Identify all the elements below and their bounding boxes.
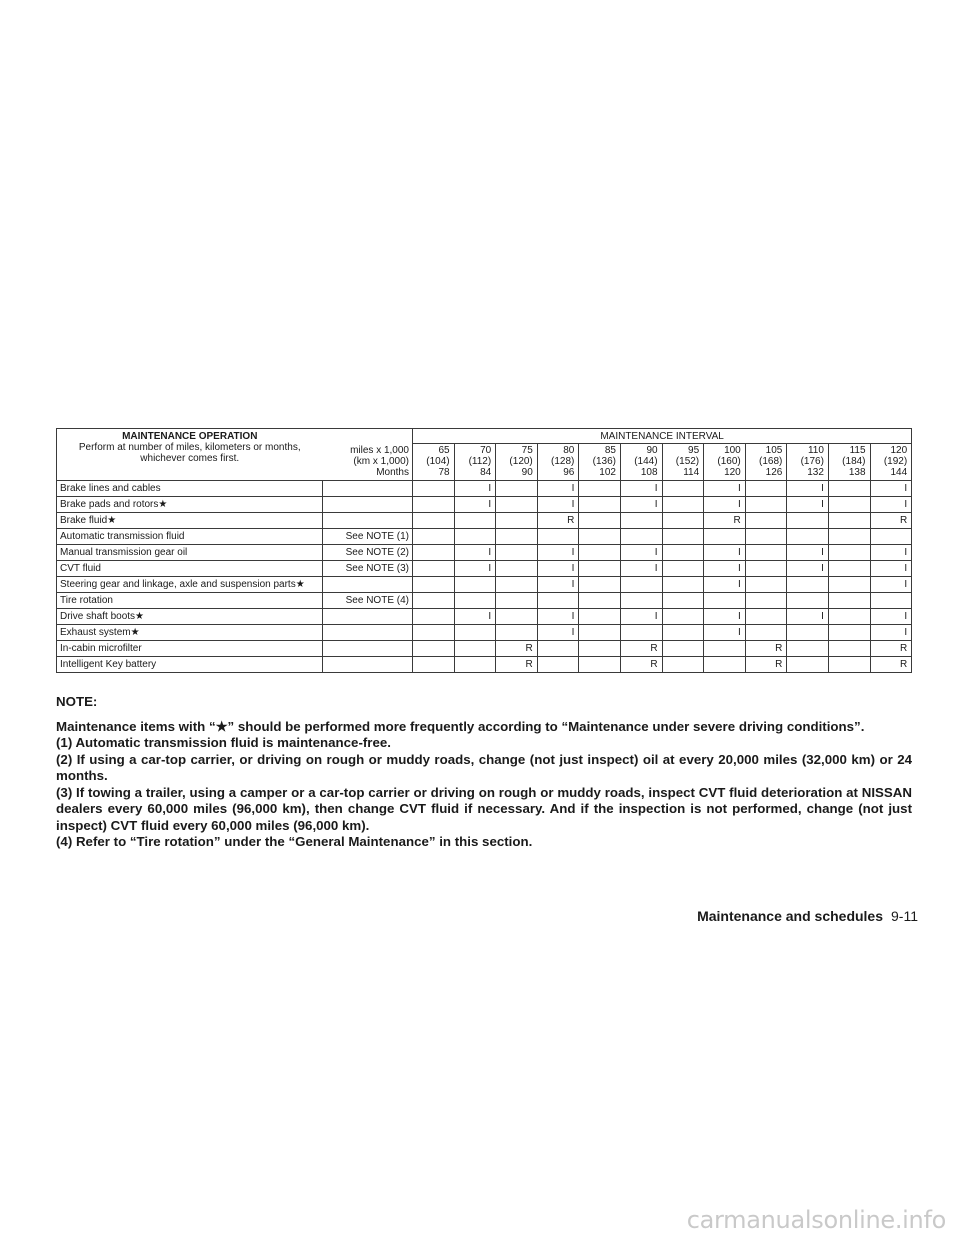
interval-miles: 115 <box>849 445 866 456</box>
note-line-2: (2) If using a car-top carrier, or driving on rough or muddy roads, change (not just inspect) oil at every 20,000 miles (32,000 km) or 24 months. <box>56 751 912 783</box>
interval-header: MAINTENANCE INTERVAL <box>413 429 912 444</box>
interval-mark <box>579 545 621 561</box>
interval-miles: 75 <box>521 445 533 456</box>
interval-mark: R <box>745 657 787 673</box>
interval-mark: I <box>704 625 746 641</box>
note-line-3: (3) If towing a trailer, using a camper or a car-top carrier or driving on rough or muddy roads, inspect CVT fluid deterioration at NISSAN dealers every 60,000 miles (96,000 km), then change CVT fluid if necessary. And if the inspection is not performed, change (not just inspect) CVT fluid every 60,000 miles (96,000 km). <box>56 784 912 833</box>
interval-mark <box>745 561 787 577</box>
interval-miles: 105 <box>765 445 783 456</box>
table-row <box>57 609 912 625</box>
interval-mark <box>828 657 870 673</box>
operation-item: Manual transmission gear oil <box>57 545 323 561</box>
interval-mark <box>496 609 538 625</box>
interval-mark <box>537 641 579 657</box>
interval-mark <box>579 641 621 657</box>
unit-miles-label: miles x 1,000 <box>350 445 409 456</box>
operation-item: Exhaust system★ <box>57 625 323 641</box>
interval-mark: I <box>537 561 579 577</box>
interval-mark: I <box>870 561 912 577</box>
interval-mark <box>662 657 704 673</box>
interval-mark <box>662 641 704 657</box>
interval-mark: I <box>537 497 579 513</box>
interval-mark <box>579 497 621 513</box>
interval-mark <box>828 641 870 657</box>
interval-mark <box>579 513 621 529</box>
operation-note: See NOTE (4) <box>323 593 413 609</box>
interval-km: (176) <box>800 456 824 467</box>
interval-mark <box>413 545 455 561</box>
interval-mark <box>496 497 538 513</box>
interval-miles: 120 <box>890 445 908 456</box>
interval-miles: 95 <box>688 445 700 456</box>
interval-cell <box>745 444 787 481</box>
interval-mark <box>413 497 455 513</box>
operation-item: Steering gear and linkage, axle and suspension parts★ <box>57 577 323 593</box>
interval-mark <box>413 641 455 657</box>
interval-cell <box>787 444 829 481</box>
interval-mark: I <box>537 545 579 561</box>
interval-miles: 70 <box>480 445 492 456</box>
interval-mark <box>454 593 496 609</box>
interval-mark <box>662 545 704 561</box>
interval-mark: R <box>496 641 538 657</box>
interval-mark <box>454 657 496 673</box>
table-row <box>57 577 912 593</box>
unit-months-label: Months <box>376 467 409 478</box>
operation-item: Brake lines and cables <box>57 481 323 497</box>
notes-heading: NOTE: <box>56 694 98 709</box>
operation-note: See NOTE (3) <box>323 561 413 577</box>
interval-mark <box>579 529 621 545</box>
table-row <box>57 529 912 545</box>
interval-cell <box>537 444 579 481</box>
interval-miles: 80 <box>563 445 575 456</box>
interval-mark <box>496 529 538 545</box>
interval-mark <box>828 577 870 593</box>
interval-months: 78 <box>438 467 450 478</box>
table-row <box>57 497 912 513</box>
interval-mark: I <box>537 625 579 641</box>
interval-cell <box>870 444 912 481</box>
interval-mark: I <box>787 561 829 577</box>
interval-mark: I <box>620 545 662 561</box>
interval-mark <box>787 529 829 545</box>
interval-mark <box>704 593 746 609</box>
interval-mark <box>745 577 787 593</box>
interval-mark: I <box>620 561 662 577</box>
interval-mark <box>413 529 455 545</box>
interval-mark: I <box>537 481 579 497</box>
interval-mark: I <box>454 545 496 561</box>
interval-mark <box>496 481 538 497</box>
interval-mark <box>745 529 787 545</box>
interval-mark <box>828 625 870 641</box>
interval-mark <box>413 657 455 673</box>
operation-note <box>323 577 413 593</box>
interval-cell <box>828 444 870 481</box>
interval-mark <box>870 593 912 609</box>
operation-note <box>323 625 413 641</box>
interval-months: 96 <box>563 467 575 478</box>
unit-header <box>323 429 413 481</box>
table-row <box>57 593 912 609</box>
interval-cell <box>579 444 621 481</box>
table-row <box>57 641 912 657</box>
operation-subtitle: Perform at number of miles, kilometers or months, whichever comes first. <box>78 442 301 464</box>
interval-mark <box>496 577 538 593</box>
operation-item: Intelligent Key battery <box>57 657 323 673</box>
interval-km: (192) <box>883 456 908 467</box>
interval-cell <box>620 444 662 481</box>
interval-mark: I <box>537 609 579 625</box>
interval-mark <box>454 513 496 529</box>
interval-mark <box>413 625 455 641</box>
operation-item: Brake fluid★ <box>57 513 323 529</box>
interval-mark <box>413 561 455 577</box>
interval-cell <box>454 444 496 481</box>
page-number: 9-11 <box>891 908 918 924</box>
note-line-severe: Maintenance items with “★” should be performed more frequently according to “Maintenance under severe driving conditions”. <box>56 718 865 734</box>
interval-mark: I <box>454 481 496 497</box>
interval-months: 108 <box>640 467 658 478</box>
watermark: carmanualsonline.info <box>686 1206 946 1234</box>
interval-mark <box>704 657 746 673</box>
interval-mark <box>496 593 538 609</box>
interval-km: (112) <box>468 456 492 467</box>
interval-mark: R <box>620 641 662 657</box>
interval-mark <box>413 513 455 529</box>
interval-mark <box>787 657 829 673</box>
interval-mark <box>579 561 621 577</box>
interval-mark <box>454 577 496 593</box>
interval-mark: I <box>870 609 912 625</box>
operation-header <box>57 429 323 481</box>
interval-months: 126 <box>765 467 783 478</box>
interval-mark <box>787 513 829 529</box>
operation-title: MAINTENANCE OPERATION <box>122 431 258 442</box>
operation-item: Drive shaft boots★ <box>57 609 323 625</box>
operation-note: See NOTE (1) <box>323 529 413 545</box>
interval-mark <box>828 481 870 497</box>
interval-mark: R <box>870 641 912 657</box>
operation-item: In-cabin microfilter <box>57 641 323 657</box>
interval-mark <box>745 497 787 513</box>
note-line-1: (1) Automatic transmission fluid is maintenance-free. <box>56 735 391 750</box>
table-body <box>57 481 912 673</box>
interval-mark: I <box>787 497 829 513</box>
interval-mark <box>496 561 538 577</box>
table-row <box>57 657 912 673</box>
interval-miles: 65 <box>438 445 450 456</box>
interval-mark: I <box>620 497 662 513</box>
interval-mark <box>704 641 746 657</box>
interval-mark <box>413 593 455 609</box>
interval-mark: I <box>704 609 746 625</box>
interval-cell <box>496 444 538 481</box>
operation-note <box>323 513 413 529</box>
interval-mark: I <box>704 561 746 577</box>
interval-mark <box>745 545 787 561</box>
operation-item: Brake pads and rotors★ <box>57 497 323 513</box>
interval-mark: I <box>454 609 496 625</box>
interval-mark <box>828 497 870 513</box>
interval-mark: I <box>704 577 746 593</box>
operation-note <box>323 657 413 673</box>
interval-miles: 90 <box>646 445 658 456</box>
operation-item: Tire rotation <box>57 593 323 609</box>
interval-mark <box>496 545 538 561</box>
table-row <box>57 545 912 561</box>
interval-mark: I <box>620 481 662 497</box>
interval-months: 120 <box>724 467 741 478</box>
operation-item: Automatic transmission fluid <box>57 529 323 545</box>
interval-mark <box>828 561 870 577</box>
interval-months: 144 <box>890 467 908 478</box>
interval-km: (184) <box>842 456 866 467</box>
interval-mark <box>662 481 704 497</box>
interval-miles: 100 <box>724 445 741 456</box>
interval-mark <box>620 577 662 593</box>
interval-mark: R <box>620 657 662 673</box>
notes-section <box>56 694 912 851</box>
interval-mark: R <box>745 641 787 657</box>
interval-km: (120) <box>509 456 533 467</box>
interval-mark: I <box>620 609 662 625</box>
interval-mark: I <box>870 481 912 497</box>
interval-km: (160) <box>717 456 741 467</box>
interval-mark <box>662 577 704 593</box>
interval-mark: I <box>704 481 746 497</box>
interval-mark <box>787 577 829 593</box>
interval-miles: 85 <box>604 445 616 456</box>
interval-mark <box>454 641 496 657</box>
interval-mark <box>745 609 787 625</box>
interval-mark <box>787 625 829 641</box>
interval-mark <box>620 529 662 545</box>
interval-months: 90 <box>521 467 533 478</box>
interval-mark: I <box>870 577 912 593</box>
interval-cell <box>413 444 455 481</box>
interval-mark <box>620 625 662 641</box>
interval-mark <box>787 641 829 657</box>
operation-note <box>323 641 413 657</box>
interval-mark: I <box>870 625 912 641</box>
interval-mark <box>745 625 787 641</box>
operation-item: CVT fluid <box>57 561 323 577</box>
interval-mark <box>745 593 787 609</box>
interval-mark: R <box>870 513 912 529</box>
page-footer <box>697 908 918 924</box>
interval-mark <box>579 625 621 641</box>
interval-mark <box>828 593 870 609</box>
interval-mark <box>828 529 870 545</box>
interval-mark <box>579 609 621 625</box>
interval-cell <box>704 444 746 481</box>
interval-mark: I <box>537 577 579 593</box>
interval-mark: R <box>537 513 579 529</box>
interval-mark <box>537 657 579 673</box>
interval-mark: R <box>496 657 538 673</box>
table-row <box>57 561 912 577</box>
interval-mark <box>870 529 912 545</box>
interval-miles: 110 <box>807 445 824 456</box>
interval-km: (152) <box>675 456 700 467</box>
interval-mark <box>787 593 829 609</box>
interval-mark <box>662 561 704 577</box>
interval-km: (128) <box>551 456 575 467</box>
interval-mark: I <box>787 545 829 561</box>
table-row <box>57 625 912 641</box>
table-row <box>57 513 912 529</box>
interval-mark: I <box>787 609 829 625</box>
interval-mark: I <box>870 497 912 513</box>
interval-mark <box>537 593 579 609</box>
interval-months: 132 <box>807 467 824 478</box>
interval-mark <box>662 513 704 529</box>
interval-km: (168) <box>758 456 783 467</box>
interval-mark <box>579 577 621 593</box>
interval-mark <box>662 529 704 545</box>
unit-km-label: (km x 1,000) <box>353 456 409 467</box>
interval-mark <box>413 577 455 593</box>
note-line-4: (4) Refer to “Tire rotation” under the “General Maintenance” in this section. <box>56 834 533 849</box>
interval-mark <box>413 609 455 625</box>
interval-months: 138 <box>848 467 866 478</box>
interval-mark <box>620 513 662 529</box>
interval-months: 102 <box>599 467 616 478</box>
operation-note <box>323 609 413 625</box>
interval-mark <box>454 625 496 641</box>
maintenance-schedule-table <box>56 428 912 673</box>
interval-months: 114 <box>683 467 700 478</box>
interval-km: (136) <box>592 456 616 467</box>
interval-mark: I <box>454 561 496 577</box>
interval-km: (144) <box>634 456 658 467</box>
interval-mark <box>496 513 538 529</box>
interval-mark <box>745 513 787 529</box>
interval-mark: R <box>704 513 746 529</box>
interval-mark <box>579 657 621 673</box>
operation-note: See NOTE (2) <box>323 545 413 561</box>
interval-mark <box>662 593 704 609</box>
interval-months: 84 <box>480 467 492 478</box>
interval-mark <box>662 625 704 641</box>
interval-mark <box>662 497 704 513</box>
interval-mark <box>828 609 870 625</box>
interval-mark <box>662 609 704 625</box>
operation-note <box>323 497 413 513</box>
interval-mark: I <box>704 545 746 561</box>
interval-mark <box>828 513 870 529</box>
table-row <box>57 481 912 497</box>
section-title: Maintenance and schedules <box>697 908 884 924</box>
interval-cell <box>662 444 704 481</box>
interval-mark <box>828 545 870 561</box>
interval-mark: I <box>787 481 829 497</box>
interval-mark <box>745 481 787 497</box>
interval-mark <box>454 529 496 545</box>
operation-note <box>323 481 413 497</box>
interval-mark <box>537 529 579 545</box>
interval-mark <box>413 481 455 497</box>
interval-mark <box>620 593 662 609</box>
interval-mark: R <box>870 657 912 673</box>
interval-mark: I <box>704 497 746 513</box>
interval-mark <box>704 529 746 545</box>
interval-mark <box>579 481 621 497</box>
interval-km: (104) <box>426 456 450 467</box>
interval-mark <box>496 625 538 641</box>
interval-mark <box>579 593 621 609</box>
interval-mark: I <box>870 545 912 561</box>
interval-mark: I <box>454 497 496 513</box>
